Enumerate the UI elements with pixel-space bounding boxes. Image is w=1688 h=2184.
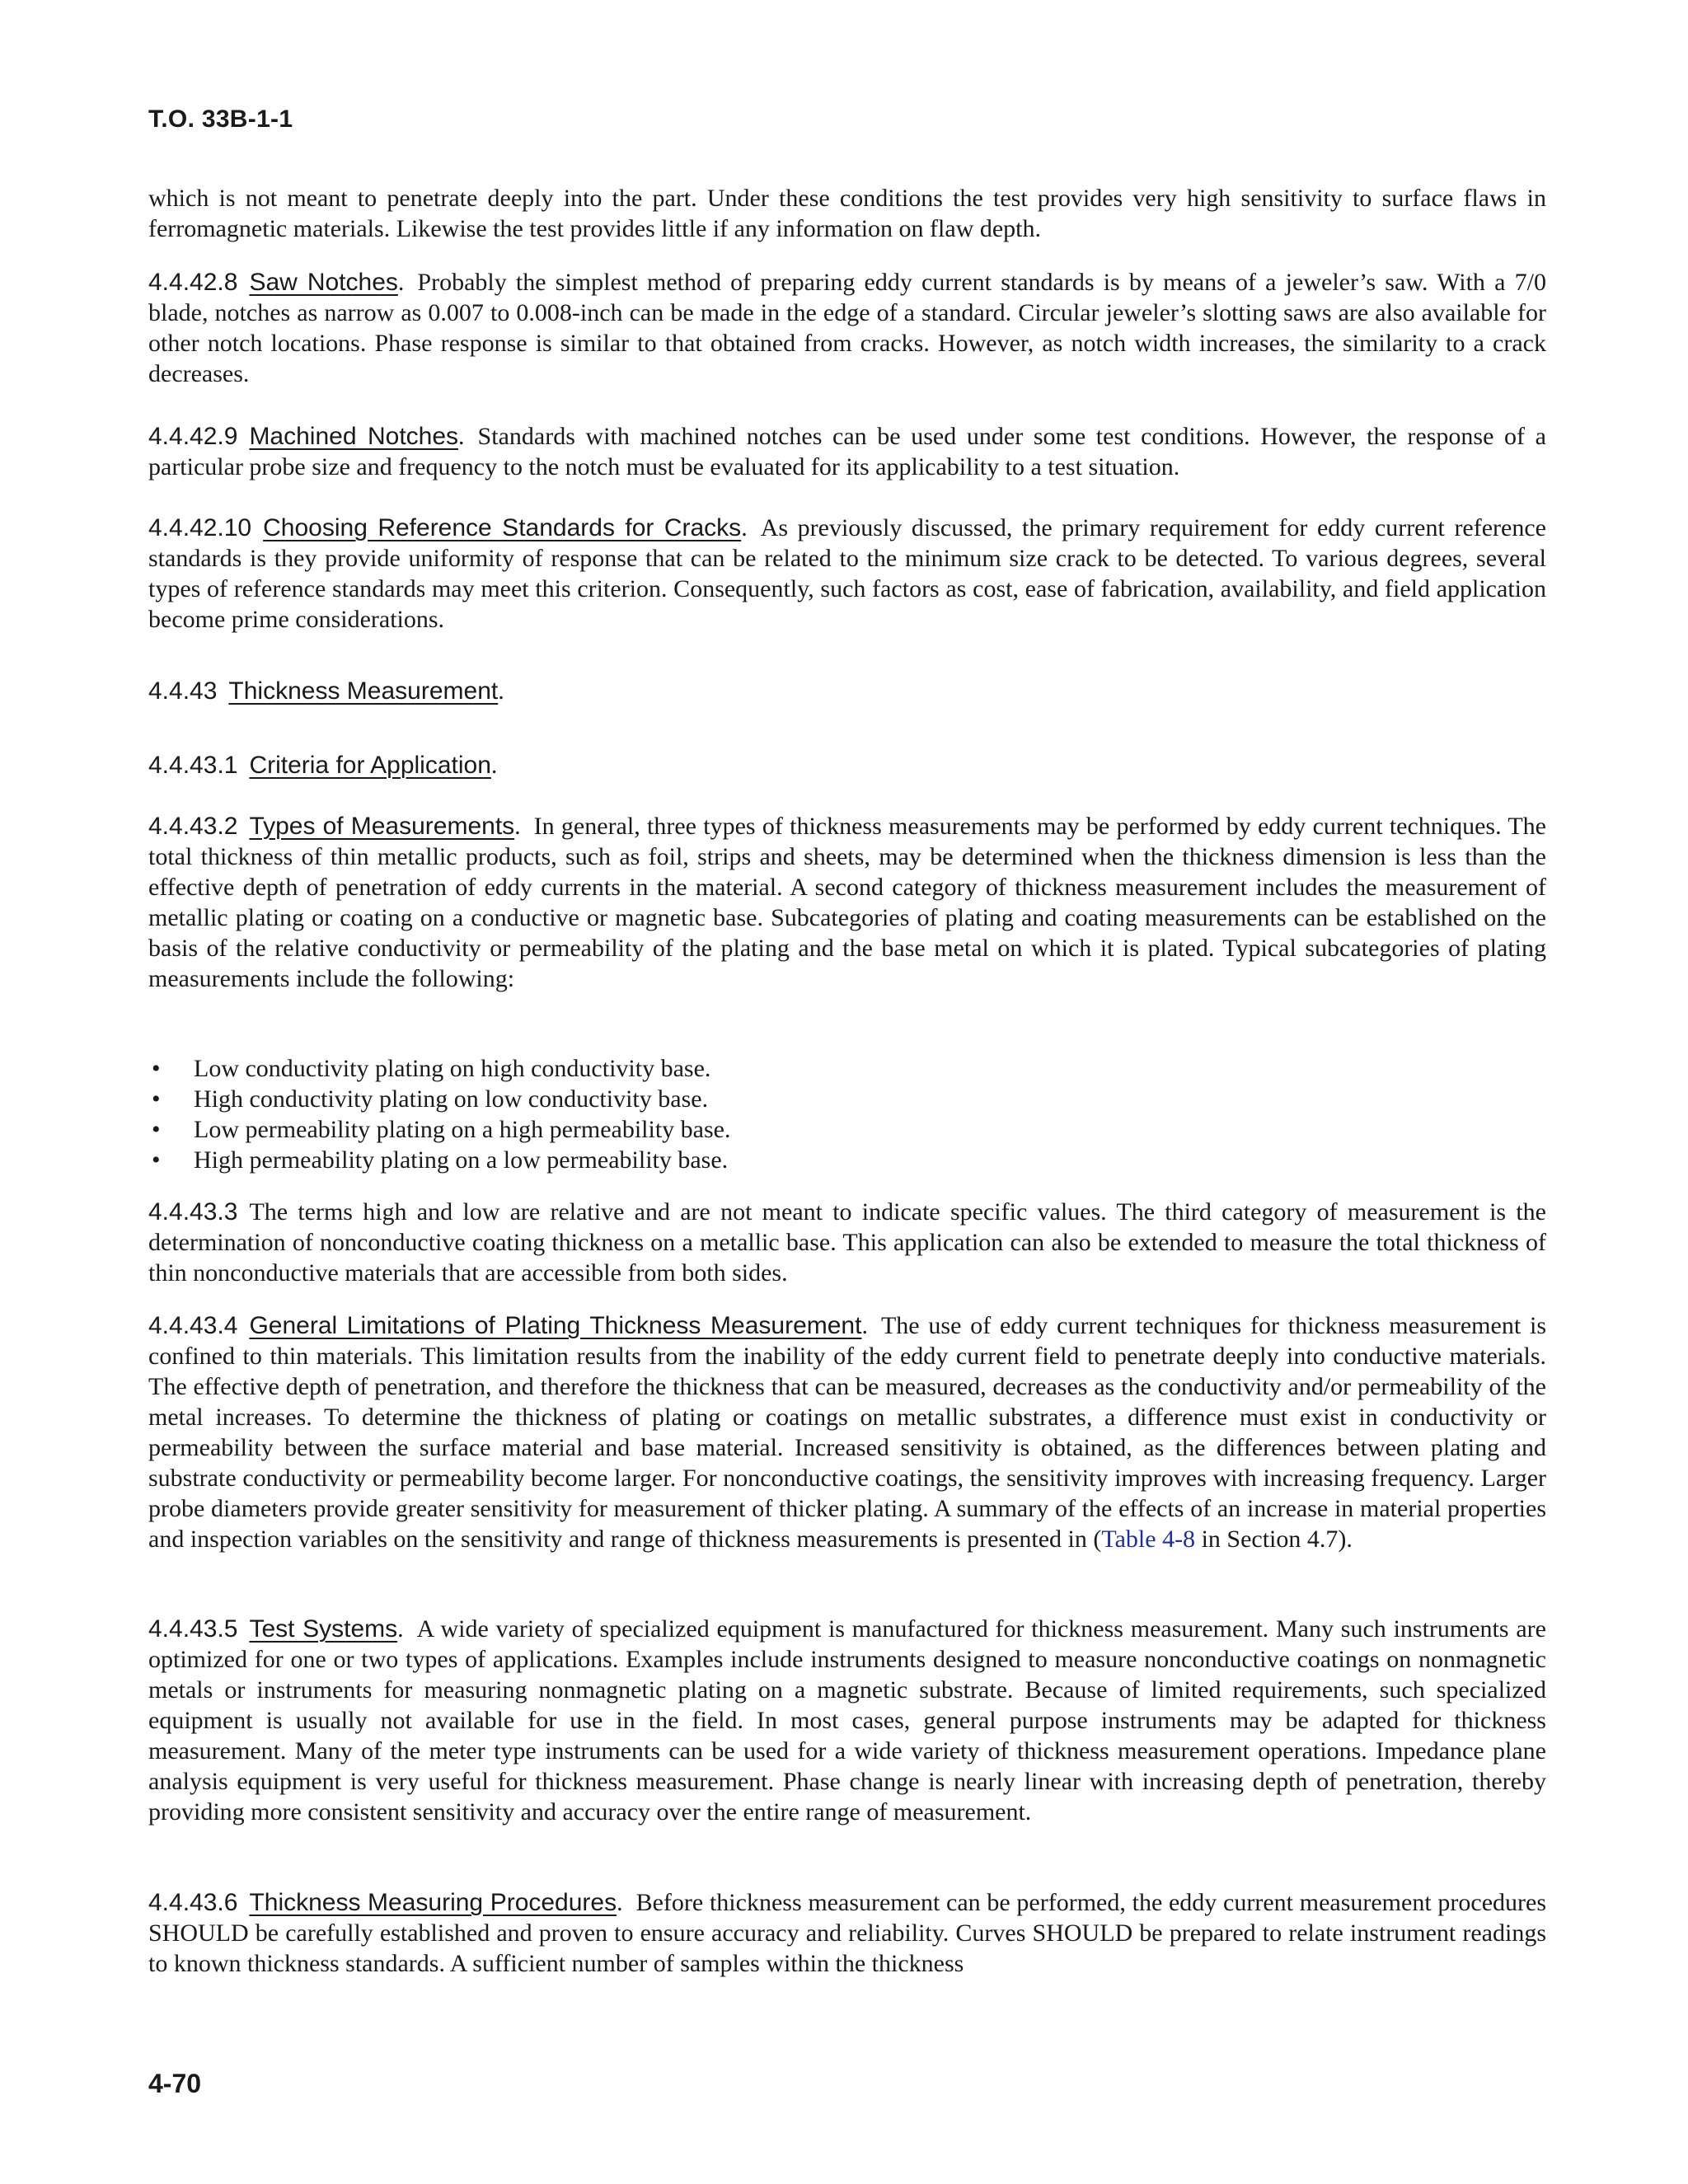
section-number: 4.4.43.5: [148, 1615, 238, 1643]
document-page: [148, 0, 1546, 2184]
section-title: Thickness Measuring Procedures: [249, 1889, 617, 1916]
bullet-icon: •: [152, 1116, 161, 1143]
title-period: .: [741, 514, 748, 541]
section-body: A wide variety of specialized equipment is manufactured for thickness measurement. Many such instruments are optimized for one or two types of applications. Examples include instruments designed to measure nonconductive coatings on nonmagnetic metals or instruments for measuring nonmagnetic plating on a magnetic substrate. Because of limited requirements, such specialized equipment is usually not available for use in the field. In most cases, general purpose instruments may be adapted for thickness measurement. Many of the meter type instruments can be used for a wide variety of thickness measurement operations. Impedance plane analysis equipment is very useful for thickness measurement. Phase change is nearly linear with increasing depth of penetration, thereby providing more consistent sensitivity and accuracy over the entire range of measurement.: [148, 1615, 1546, 1825]
section-number: 4.4.43.4: [148, 1312, 238, 1339]
list-item: • Low permeability plating on a high permeability base.: [152, 1116, 731, 1143]
list-item: • Low conductivity plating on high conductivity base.: [152, 1055, 711, 1082]
bullet-icon: •: [152, 1055, 161, 1082]
section-body: The use of eddy current techniques for thickness measurement is confined to thin materials. This limitation results from the inability of the eddy current field to penetrate deeply into conductive materials. The effective depth of penetration, and therefore the thickness that can be measured, decreases as the conductivity and/or permeability of the metal increases. To determine the thickness of plating or coatings on metallic substrates, a difference must exist in conductivity or permeability between the surface material and base material. Increased sensitivity is obtained, as the differences between plating and substrate conductivity or permeability become larger. For nonconductive coatings, the sensitivity improves with increasing frequency. Larger probe diameters provide greater sensitivity for measurement of thicker plating. A summary of the effects of an increase in material properties and inspection variables on the sensitivity and range of thickness measurements is presented in (: [148, 1312, 1546, 1553]
section-saw-notches: [148, 267, 1546, 389]
section-general-limitations: 4.4.43.4 General Limitations of Plating Thickness Measurement. The use of eddy current techniques for thickness measurement is confined to thin materials. This limitation results from the inability of the eddy current field to penetrate deeply into conductive materials. The effective depth of penetration, and therefore the thickness that can be measured, decreases as the conductivity and/or permeability of the metal increases. To determine the thickness of plating or coatings on metallic substrates, a difference must exist in conductivity or permeability between the surface material and base material. Increased sensitivity is obtained, as the differences between plating and substrate conductivity or permeability become larger. For nonconductive coatings, the sensitivity improves with increasing frequency. Larger probe diameters provide greater sensitivity for measurement of thicker plating. A summary of the effects of an increase in material properties and inspection variables on the sensitivity and range of thickness measurements is presented in (Table 4-8 in Section 4.7).: [148, 1312, 1546, 1553]
title-period: .: [490, 752, 498, 779]
section-title: Saw Notches: [249, 269, 398, 296]
page-number: 4-70: [148, 2069, 202, 2098]
title-period: .: [458, 423, 465, 450]
intro-paragraph: which is not meant to penetrate deeply into the part. Under these conditions the test provides very high sensitivity to surface flaws in ferromagnetic materials. Likewise the test provides little if any information on flaw depth.: [148, 185, 1546, 242]
section-number: 4.4.43: [148, 677, 218, 705]
heading-criteria-for-application: [148, 750, 1546, 780]
section-types-of-measurements: [148, 811, 1546, 994]
section-thickness-measuring-procedures: [148, 1887, 1546, 1979]
section-body: Before thickness measurement can be performed, the eddy current measurement procedures SHOULD be carefully established and proven to ensure accuracy and reliability. Curves SHOULD be prepared to relate instrument readings to known thickness standards. A sufficient number of samples within the thickness: [148, 1889, 1546, 1977]
document-id-header: T.O. 33B-1-1: [148, 105, 293, 133]
section-title: Choosing Reference Standards for Cracks: [263, 514, 742, 541]
section-test-systems: [148, 1614, 1546, 1827]
list-item: • High permeability plating on a low permeability base.: [152, 1146, 729, 1174]
section-terms-high-low: [148, 1197, 1546, 1288]
section-number: 4.4.43.1: [148, 752, 238, 779]
section-title: General Limitations of Plating Thickness Measurement: [249, 1312, 862, 1339]
section-number: 4.4.43.6: [148, 1889, 238, 1916]
bullet-icon: •: [152, 1085, 161, 1113]
table-4-8-link[interactable]: Table 4-8: [1101, 1526, 1196, 1553]
title-period: .: [397, 1615, 404, 1643]
heading-thickness-measurement: [148, 676, 1546, 706]
section-body: Probably the simplest method of preparing eddy current standards is by means of a jeweler’s saw. With a 7/0 blade, notches as narrow as 0.007 to 0.008-inch can be made in the edge of a standard. Circular jeweler’s slotting saws are also available for other notch locations. Phase response is similar to that obtained from cracks. However, as notch width increases, the similarity to a crack decreases.: [148, 269, 1546, 387]
section-number: 4.4.43.3: [148, 1198, 238, 1226]
title-period: .: [514, 813, 521, 840]
section-choosing-reference-standards: [148, 513, 1546, 635]
section-title: Criteria for Application: [249, 752, 491, 779]
section-title: Thickness Measurement: [228, 677, 499, 705]
section-number: 4.4.42.8: [148, 269, 238, 296]
section-machined-notches: [148, 421, 1546, 482]
section-number: 4.4.43.2: [148, 813, 238, 840]
title-period: .: [397, 269, 405, 296]
section-body: In general, three types of thickness measurements may be performed by eddy current techniques. The total thickness of thin metallic products, such as foil, strips and sheets, may be determined when the thickness dimension is less than the effective depth of penetration of eddy currents in the material. A second category of thickness measurement includes the measurement of metallic plating or coating on a conductive or magnetic base. Subcategories of plating and coating measurements can be established on the basis of the relative conductivity or permeability of the plating and the base metal on which it is plated. Typical subcategories of plating measurements include the following:: [148, 813, 1546, 992]
section-body: Standards with machined notches can be used under some test conditions. However, the response of a particular probe size and frequency to the notch must be evaluated for its applicability to a test situation.: [148, 423, 1546, 480]
bullet-icon: •: [152, 1146, 161, 1174]
section-title: Types of Measurements: [249, 813, 515, 840]
section-number: 4.4.42.9: [148, 423, 238, 450]
title-period: .: [498, 677, 504, 705]
section-body: The terms high and low are relative and are not meant to indicate specific values. The third category of measurement is the determination of nonconductive coating thickness on a metallic base. This application can also be extended to measure the total thickness of thin nonconductive materials that are accessible from both sides.: [148, 1198, 1546, 1286]
section-title: Test Systems: [249, 1615, 398, 1643]
section-title: Machined Notches: [249, 423, 459, 450]
plating-subcategory-list: [148, 1053, 1546, 1175]
section-number: 4.4.42.10: [148, 514, 252, 541]
title-period: .: [617, 1889, 623, 1916]
title-period: .: [861, 1312, 868, 1339]
section-body: As previously discussed, the primary requirement for eddy current reference standards is they provide uniformity of response that can be related to the minimum size crack to be detected. To various degrees, several types of reference standards may meet this criterion. Consequently, such factors as cost, ease of fabrication, availability, and field application become prime considerations.: [148, 514, 1546, 633]
list-item: • High conductivity plating on low conductivity base.: [152, 1085, 709, 1113]
